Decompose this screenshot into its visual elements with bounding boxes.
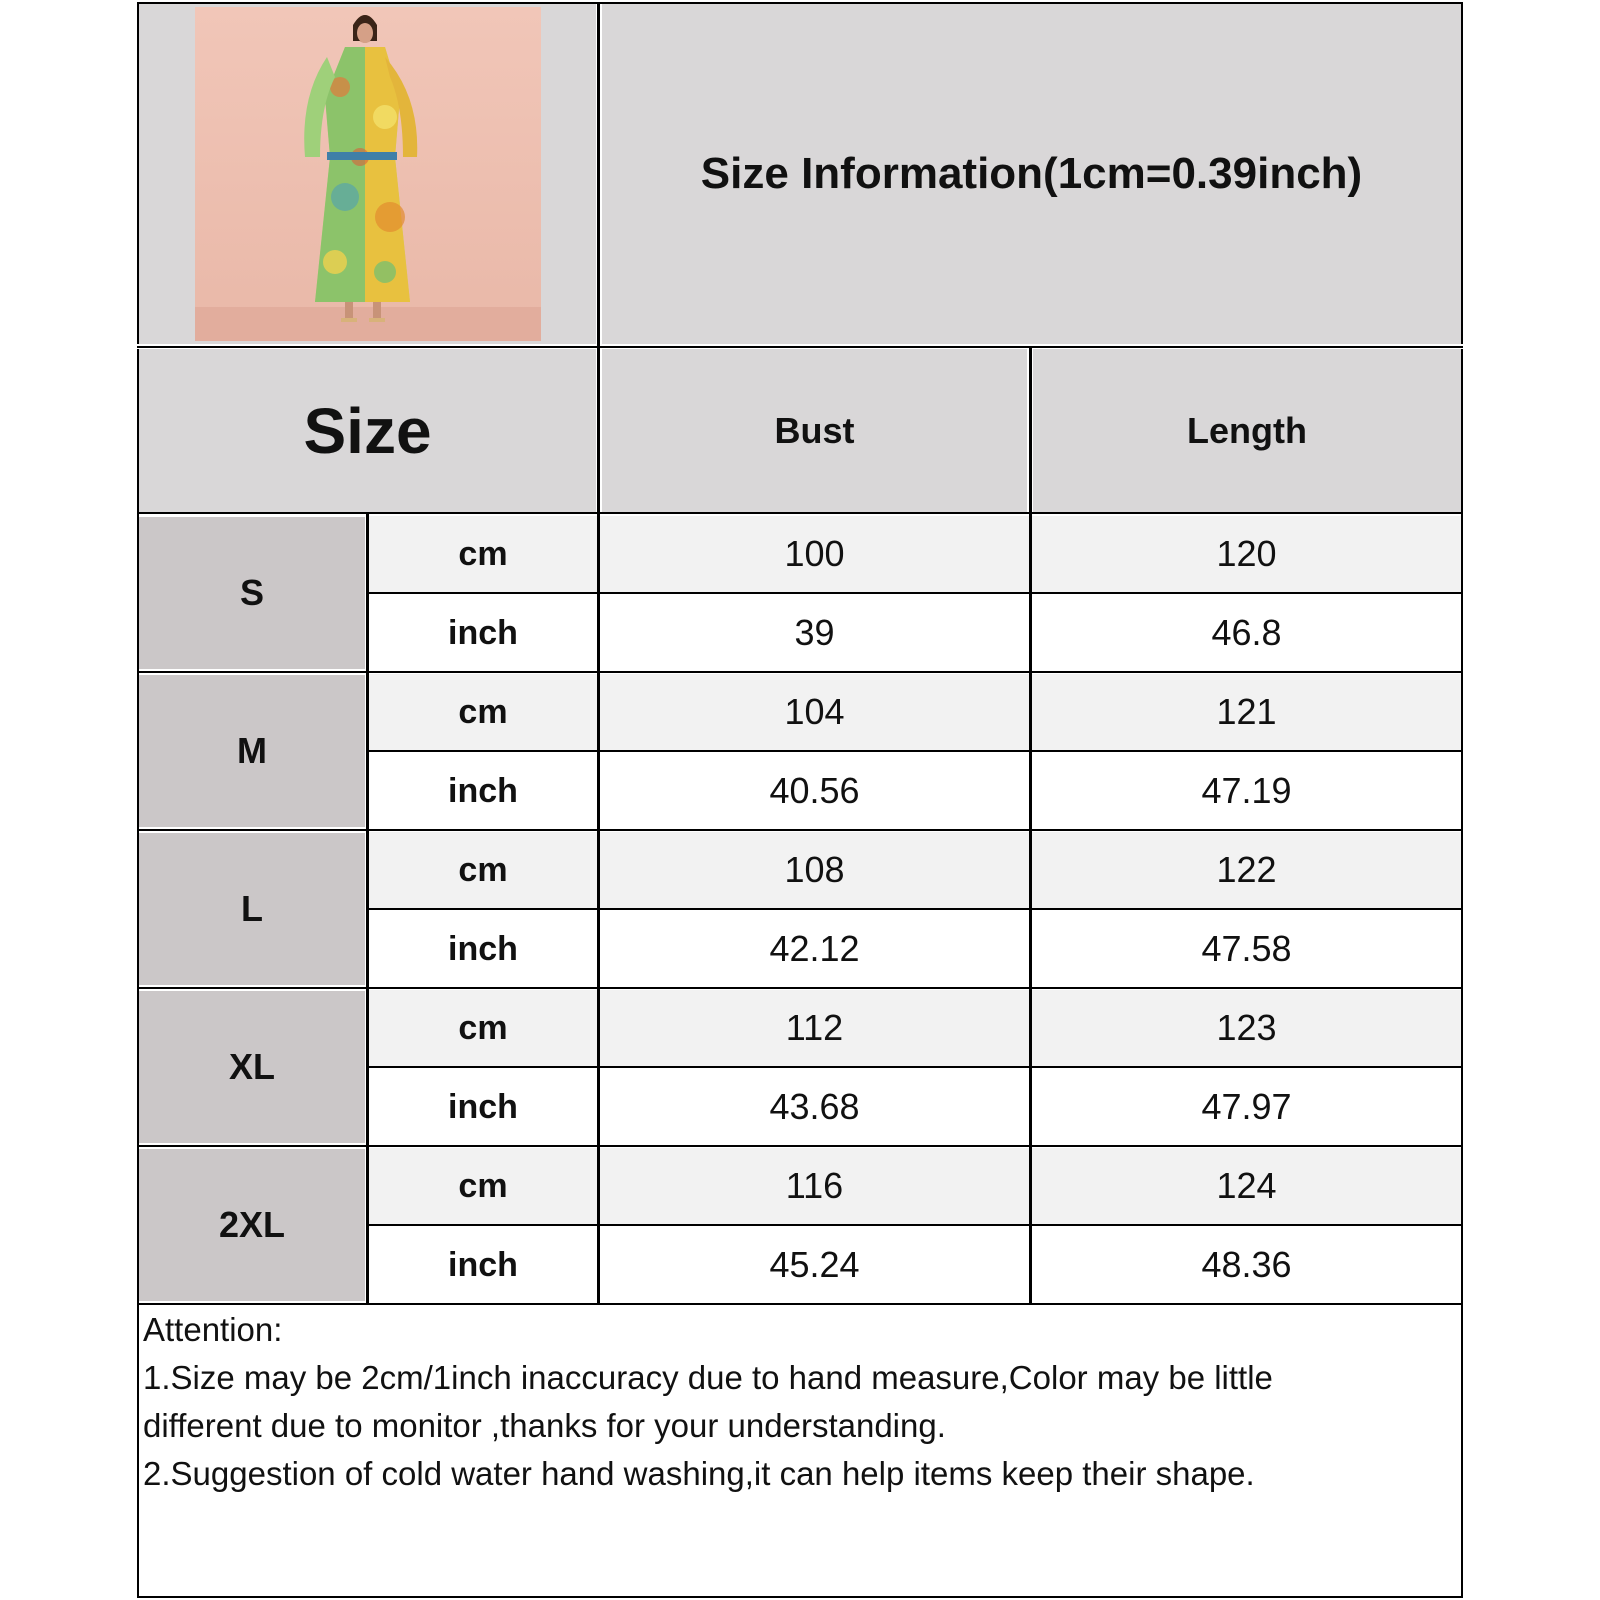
unit-label: inch [448, 929, 518, 968]
unit-label: cm [458, 692, 508, 731]
size-label: S [239, 572, 264, 613]
bust-value-cell [600, 1069, 1029, 1145]
unit-label: inch [448, 1087, 518, 1126]
length-value-cell [1032, 911, 1461, 987]
unit-label: inch [448, 1245, 518, 1284]
length-value: 121 [1216, 691, 1277, 732]
divider [137, 829, 368, 831]
notes-line-2: 2.Suggestion of cold water hand washing,it can help items keep their shape. [143, 1455, 1255, 1492]
divider [137, 346, 1463, 348]
length-header-label: Length [1187, 409, 1307, 451]
notes-line-1b: different due to monitor ,thanks for your understanding. [143, 1407, 946, 1444]
model-dress-image [195, 7, 541, 341]
divider [137, 1145, 368, 1147]
length-value-cell [1032, 516, 1461, 592]
size-cell [139, 991, 365, 1143]
unit-cell [369, 595, 597, 671]
size-label: XL [228, 1046, 275, 1087]
length-value: 124 [1216, 1165, 1277, 1206]
bust-value: 112 [785, 1007, 844, 1048]
bust-value-cell [600, 1227, 1029, 1303]
bust-value: 40.56 [769, 770, 860, 811]
unit-cell [369, 753, 597, 829]
size-label: M [237, 730, 267, 771]
length-value-cell [1032, 1148, 1461, 1224]
bust-value: 108 [784, 849, 845, 890]
bust-value: 43.68 [769, 1086, 860, 1127]
length-value-cell [1032, 753, 1461, 829]
notes-heading: Attention: [143, 1311, 283, 1348]
unit-cell [369, 1148, 597, 1224]
product-photo [195, 7, 541, 341]
notes-line-1a: 1.Size may be 2cm/1inch inaccuracy due to hand measure,Color may be little [143, 1359, 1273, 1396]
length-value: 47.19 [1201, 770, 1292, 811]
bust-value: 116 [785, 1165, 844, 1206]
length-value: 47.58 [1201, 928, 1292, 969]
divider [1029, 346, 1032, 1304]
size-label: 2XL [218, 1204, 286, 1245]
attention-notes [143, 1306, 1453, 1498]
unit-label: cm [458, 1166, 508, 1205]
unit-cell [369, 1227, 597, 1303]
divider [366, 987, 1463, 989]
length-value: 120 [1216, 533, 1277, 574]
divider [137, 987, 368, 989]
divider [137, 671, 368, 673]
size-cell [139, 833, 365, 985]
length-value: 47.97 [1201, 1086, 1292, 1127]
title-cell [602, 4, 1461, 344]
bust-value-cell [600, 753, 1029, 829]
length-value-cell [1032, 1227, 1461, 1303]
length-value-cell [1032, 674, 1461, 750]
page-title: Size Information(1cm=0.39inch) [700, 149, 1363, 198]
divider [366, 592, 1463, 594]
size-header-cell [139, 349, 596, 512]
bust-value: 104 [784, 691, 845, 732]
divider [366, 512, 369, 1304]
unit-cell [369, 990, 597, 1066]
length-value: 123 [1216, 1007, 1277, 1048]
divider [366, 908, 1463, 910]
length-value-cell [1032, 990, 1461, 1066]
length-value: 122 [1216, 849, 1277, 890]
size-cell [139, 675, 365, 827]
bust-value-cell [600, 911, 1029, 987]
divider [366, 1066, 1463, 1068]
divider [366, 829, 1463, 831]
unit-label: cm [458, 534, 508, 573]
divider [366, 671, 1463, 673]
bust-header-label: Bust [774, 409, 855, 451]
unit-cell [369, 674, 597, 750]
unit-cell [369, 516, 597, 592]
bust-value: 39 [794, 612, 835, 653]
divider [366, 1145, 1463, 1147]
unit-label: inch [448, 771, 518, 810]
size-header-label: Size [303, 394, 432, 467]
size-cell [139, 517, 365, 669]
length-value-cell [1032, 1069, 1461, 1145]
bust-header-cell [602, 349, 1027, 512]
bust-value: 42.12 [769, 928, 860, 969]
length-value-cell [1032, 832, 1461, 908]
bust-value-cell [600, 990, 1029, 1066]
size-label: L [241, 888, 263, 929]
unit-label: inch [448, 613, 518, 652]
length-header-cell [1033, 349, 1461, 512]
unit-cell [369, 911, 597, 987]
bust-value-cell [600, 516, 1029, 592]
divider [137, 512, 1463, 514]
bust-value: 100 [784, 533, 845, 574]
bust-value-cell [600, 832, 1029, 908]
unit-label: cm [458, 1008, 508, 1047]
divider [597, 2, 600, 1304]
divider [366, 750, 1463, 752]
unit-cell [369, 1069, 597, 1145]
unit-cell [369, 832, 597, 908]
unit-label: cm [458, 850, 508, 889]
bust-value: 45.24 [769, 1244, 860, 1285]
bust-value-cell [600, 674, 1029, 750]
length-value-cell [1032, 595, 1461, 671]
bust-value-cell [600, 595, 1029, 671]
size-cell [139, 1149, 365, 1301]
length-value: 48.36 [1201, 1244, 1292, 1285]
length-value: 46.8 [1211, 612, 1282, 653]
divider [366, 1224, 1463, 1226]
divider [137, 1303, 1463, 1305]
bust-value-cell [600, 1148, 1029, 1224]
